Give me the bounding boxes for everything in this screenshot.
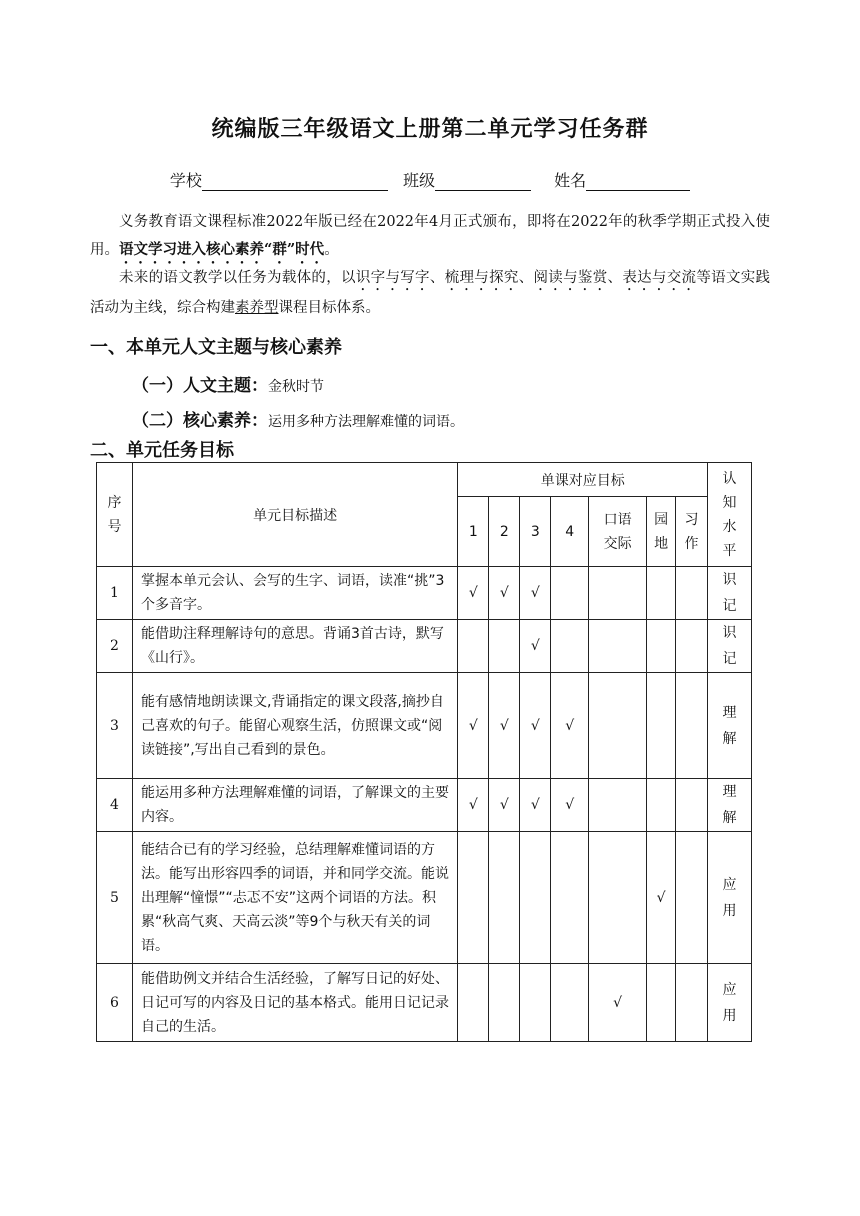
target-cell-3: √ <box>520 673 551 779</box>
header-subcol-1: 1 <box>458 497 489 567</box>
intro-paragraph-2: 未来的语文教学以任务为载体的，以识字与写字、梳理与探究、阅读与鉴赏、表达与交流等语文实践活动为主线，综合构建素养型课程目标体系。 <box>90 270 771 316</box>
intro-paragraph-1: 义务教育语文课程标准2022年版已经在2022年4月正式颁布，即将在2022年的秋季学期正式投入使用。语文学习进入核心素养“群”时代。 <box>90 214 770 258</box>
row-number: 1 <box>97 567 133 620</box>
target-cell-2 <box>489 964 520 1042</box>
target-cell-2: √ <box>489 779 520 832</box>
table-row <box>97 832 752 964</box>
cognitive-level: 识 记 <box>708 567 752 620</box>
target-cell-6: √ <box>647 832 676 964</box>
name-blank[interactable] <box>586 172 690 191</box>
target-cell-5: √ <box>589 964 647 1042</box>
cognitive-level: 识 记 <box>708 620 752 673</box>
school-label: 学校 <box>169 171 202 190</box>
class-blank[interactable] <box>435 172 531 191</box>
target-cell-3: √ <box>520 779 551 832</box>
table-row <box>97 567 752 620</box>
goal-description: 能借助例文并结合生活经验，了解写日记的好处、日记可写的内容及日记的基本格式。能用日记记录自己的生活。 <box>132 964 457 1042</box>
target-cell-6 <box>647 673 676 779</box>
row-number: 2 <box>97 620 133 673</box>
target-cell-5 <box>589 673 647 779</box>
goal-description: 能结合已有的学习经验，总结理解难懂词语的方法。能写出形容四季的词语，并和同学交流。能说出理解“憧憬”“忐忑不安”这两个词语的方法。积累“秋高气爽、天高云淡”等9个与秋天有关的词语。 <box>132 832 457 964</box>
target-cell-5 <box>589 620 647 673</box>
target-cell-7 <box>676 779 708 832</box>
target-cell-2: √ <box>489 567 520 620</box>
target-cell-6 <box>647 620 676 673</box>
cognitive-level: 理 解 <box>708 673 752 779</box>
goal-description: 掌握本单元会认、会写的生字、词语，读准“挑”3个多音字。 <box>132 567 457 620</box>
target-cell-3 <box>520 964 551 1042</box>
target-cell-4 <box>551 620 589 673</box>
target-cell-4: √ <box>551 779 589 832</box>
target-cell-1: √ <box>458 567 489 620</box>
target-cell-7 <box>676 673 708 779</box>
table-row <box>97 964 752 1042</box>
cognitive-level: 应 用 <box>708 964 752 1042</box>
header-subcol-2: 2 <box>489 497 520 567</box>
document-title: 统编版三年级语文上册第二单元学习任务群 <box>211 117 649 142</box>
row-number: 5 <box>97 832 133 964</box>
target-cell-3: √ <box>520 620 551 673</box>
header-subcol-6: 园 地 <box>647 497 676 567</box>
school-blank[interactable] <box>202 172 388 191</box>
underlined-term: 素养型 <box>235 300 279 316</box>
row-number: 3 <box>97 673 133 779</box>
target-cell-5 <box>589 832 647 964</box>
name-label: 姓名 <box>554 171 587 190</box>
goal-description: 能有感情地朗读课文,背诵指定的课文段落,摘抄自己喜欢的句子。能留心观察生活，仿照课文或“阅读链接”,写出自己看到的景色。 <box>132 673 457 779</box>
literacy-line: （二）核心素养：运用多种方法理解难懂的词语。 <box>132 411 464 431</box>
target-cell-4 <box>551 832 589 964</box>
target-cell-6 <box>647 964 676 1042</box>
target-cell-3 <box>520 832 551 964</box>
target-cell-5 <box>589 567 647 620</box>
target-cell-2 <box>489 832 520 964</box>
target-cell-4 <box>551 964 589 1042</box>
table-row <box>97 673 752 779</box>
student-info-line <box>0 168 860 191</box>
class-label: 班级 <box>402 171 435 190</box>
goal-description: 能借助注释理解诗句的意思。背诵3首古诗，默写《山行》。 <box>132 620 457 673</box>
header-subcol-4: 4 <box>551 497 589 567</box>
target-cell-7 <box>676 832 708 964</box>
target-cell-1: √ <box>458 673 489 779</box>
goal-description: 能运用多种方法理解难懂的词语，了解课文的主要内容。 <box>132 779 457 832</box>
target-cell-7 <box>676 567 708 620</box>
target-cell-7 <box>676 964 708 1042</box>
header-cognitive-level: 认 知 水 平 <box>708 463 752 567</box>
target-cell-6 <box>647 779 676 832</box>
target-cell-4 <box>551 567 589 620</box>
header-subcol-7: 习 作 <box>676 497 708 567</box>
cognitive-level: 应 用 <box>708 832 752 964</box>
table-row <box>97 779 752 832</box>
header-subcol-5: 口语 交际 <box>589 497 647 567</box>
target-cell-5 <box>589 779 647 832</box>
cognitive-level: 理 解 <box>708 779 752 832</box>
target-cell-1: √ <box>458 779 489 832</box>
theme-line: （一）人文主题：金秋时节 <box>132 376 324 396</box>
row-number: 6 <box>97 964 133 1042</box>
header-number: 序 号 <box>97 463 133 567</box>
target-cell-2: √ <box>489 673 520 779</box>
header-subcol-3: 3 <box>520 497 551 567</box>
emphasized-statement: 语文学习进入核心素养“群”时代 <box>119 241 325 258</box>
section-1-heading: 一、本单元人文主题与核心素养 <box>90 337 342 358</box>
target-cell-2 <box>489 620 520 673</box>
header-description: 单元目标描述 <box>132 463 457 567</box>
section-2-heading: 二、单元任务目标 <box>90 440 234 461</box>
target-cell-3: √ <box>520 567 551 620</box>
target-cell-6 <box>647 567 676 620</box>
target-cell-4: √ <box>551 673 589 779</box>
table-row <box>97 620 752 673</box>
target-cell-1 <box>458 832 489 964</box>
target-cell-1 <box>458 620 489 673</box>
header-lesson-targets: 单课对应目标 <box>458 463 708 497</box>
target-cell-1 <box>458 964 489 1042</box>
target-cell-7 <box>676 620 708 673</box>
unit-goals-table <box>96 462 752 1042</box>
row-number: 4 <box>97 779 133 832</box>
